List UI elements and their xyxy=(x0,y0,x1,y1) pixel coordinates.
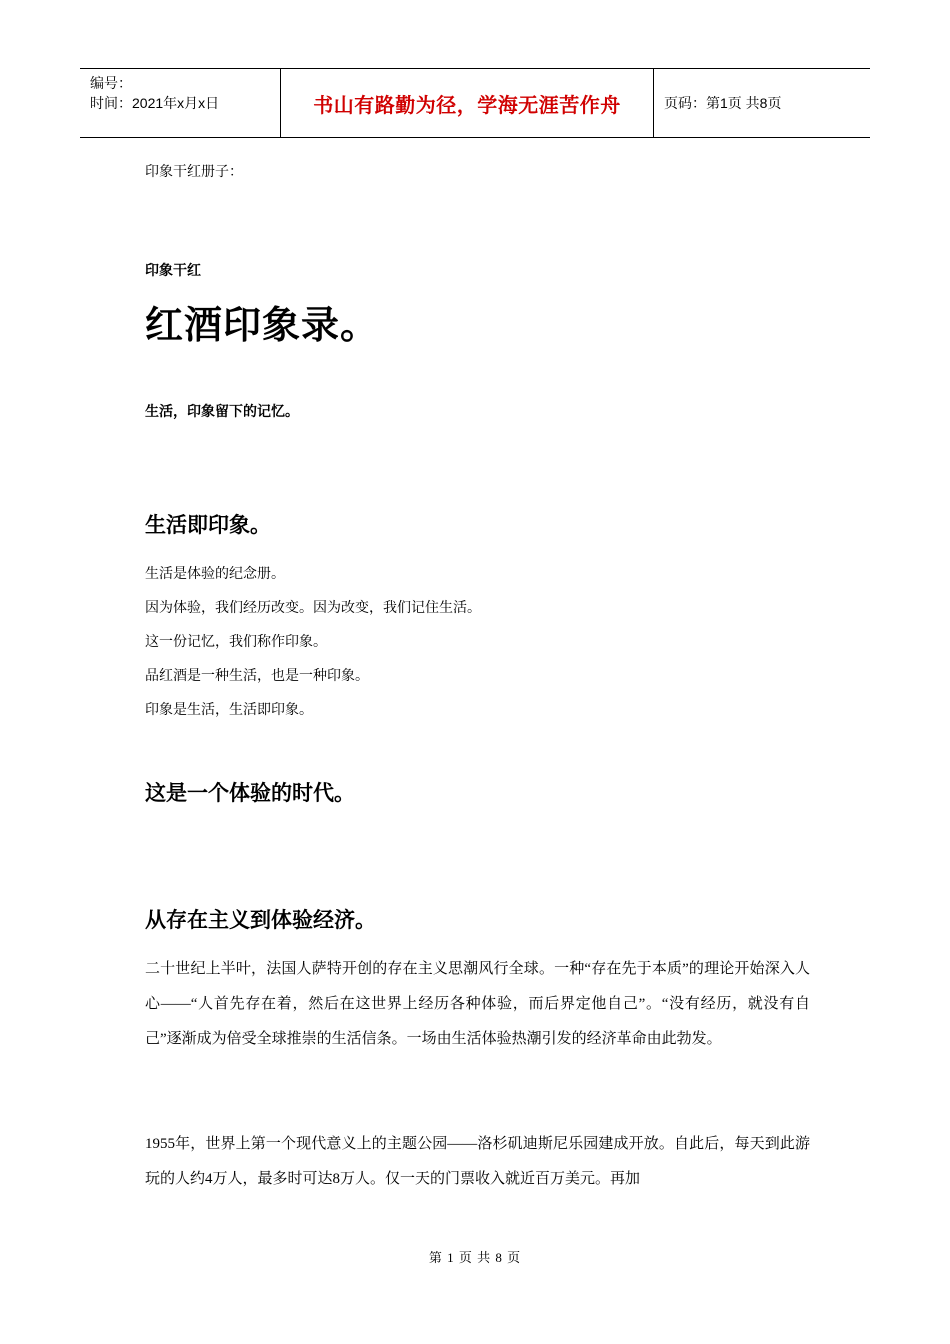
poem-line: 品红酒是一种生活，也是一种印象。 xyxy=(145,669,369,684)
intro-line: 印象干红册子： xyxy=(145,165,243,180)
header-left-cell xyxy=(80,69,281,137)
tagline: 生活，印象留下的记忆。 xyxy=(145,404,299,420)
poem-line: 因为体验，我们经历改变。因为改变，我们记住生活。 xyxy=(145,601,481,616)
paragraph-existentialism: 二十世纪上半叶，法国人萨特开创的存在主义思潮风行全球。一种“存在先于本质”的理论开始深入人心——“人首先存在着，然后在这世界上经历各种体验，而后界定他自己”。“没有经历，就没有自己”逐渐成为倍受全球推崇的生活信条。一场由生活体验热潮引发的经济革命由此勃发。 xyxy=(145,961,810,1047)
code-label: 编号： xyxy=(90,75,132,91)
brand-label: 印象干红 xyxy=(145,263,201,279)
section-title-life: 生活即印象。 xyxy=(145,513,271,537)
poem-line: 这一份记忆，我们称作印象。 xyxy=(145,635,327,650)
header-table xyxy=(80,68,870,138)
poem-line: 生活是体验的纪念册。 xyxy=(145,567,285,582)
paragraph-disneyland: 1955年，世界上第一个现代意义上的主题公园——洛杉矶迪斯尼乐园建成开放。自此后，每天到此游玩的人约4万人，最多时可达8万人。仅一天的门票收入就近百万美元。再加 xyxy=(145,1136,810,1187)
section-life-lines xyxy=(145,558,481,728)
date-label: 时间：2021年x月x日 xyxy=(90,95,220,111)
header-page-info: 页码：第1页 共8页 xyxy=(664,95,782,111)
poem-line: 印象是生活，生活即印象。 xyxy=(145,703,313,718)
page-footer: 第 1 页 共 8 页 xyxy=(428,1250,522,1265)
section-title-era: 这是一个体验的时代。 xyxy=(145,781,355,805)
header-motto: 书山有路勤为径，学海无涯苦作舟 xyxy=(281,69,654,137)
section-title-existentialism: 从存在主义到体验经济。 xyxy=(145,908,376,932)
main-title: 红酒印象录。 xyxy=(145,303,380,347)
